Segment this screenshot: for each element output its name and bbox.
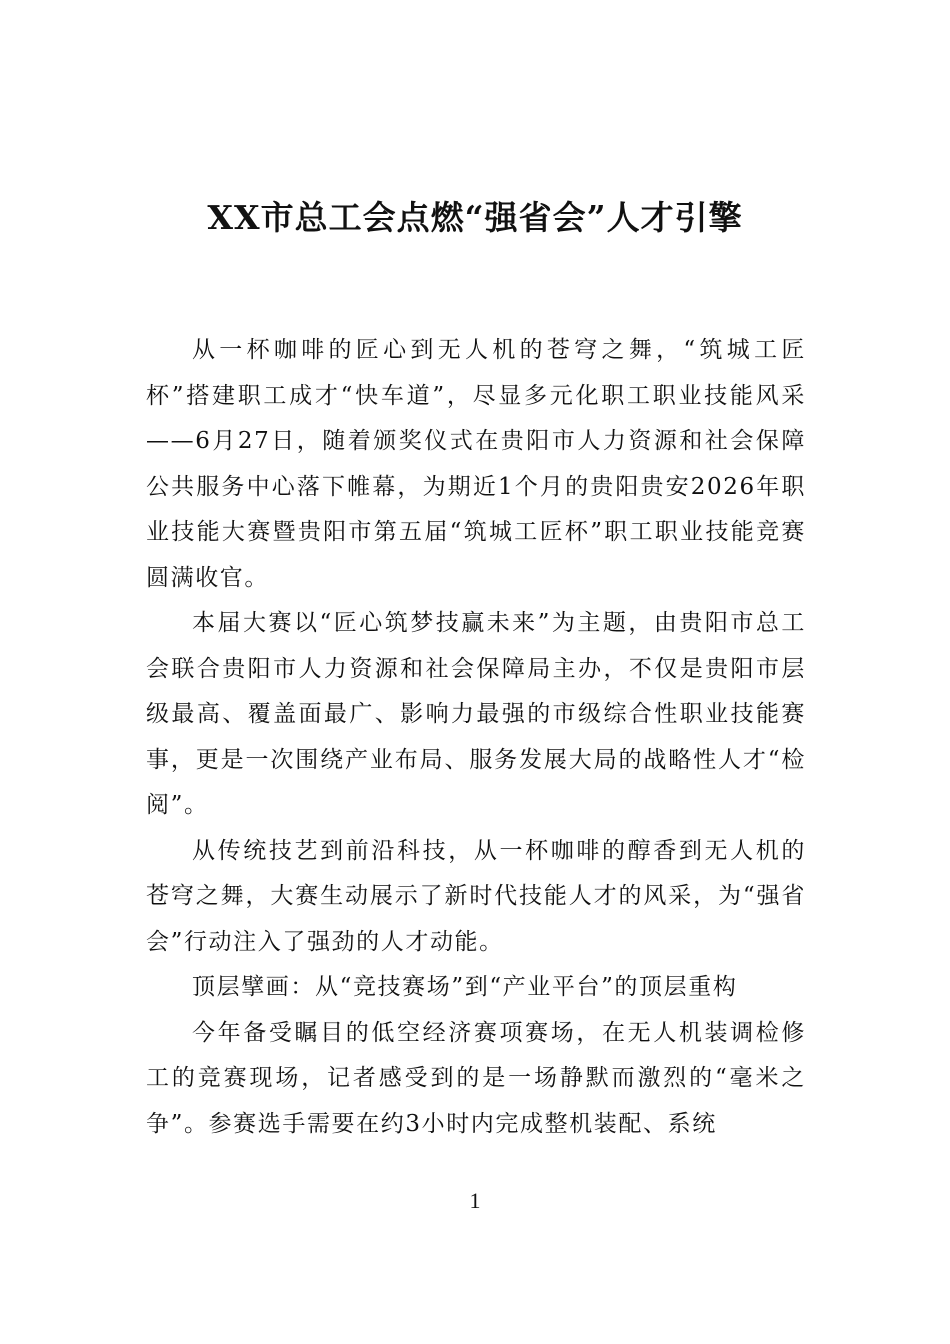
paragraph-4: 今年备受瞩目的低空经济赛项赛场，在无人机装调检修工的竞赛现场，记者感受到的是一场静默而激烈的“毫米之争”。参赛选手需要在约3小时内完成整机装配、系统 (146, 1019, 806, 1137)
paragraph-2: 本届大赛以“匠心筑梦技赢未来”为主题，由贵阳市总工会联合贵阳市人力资源和社会保障局主办，不仅是贵阳市层级最高、覆盖面最广、影响力最强的市级综合性职业技能赛事，更是一次围绕产业布局、服务发展大局的战略性人才“检阅”。 (146, 610, 806, 818)
document-title: XX市总工会点燃“强省会”人才引擎 (207, 198, 743, 237)
section-heading: 顶层擘画：从“竞技赛场”到“产业平台”的顶层重构 (192, 974, 738, 1000)
paragraph-1: 从一杯咖啡的匠心到无人机的苍穹之舞，“筑城工匠杯”搭建职工成才“快车道”，尽显多元化职工职业技能风采——6月27日，随着颁奖仪式在贵阳市人力资源和社会保障公共服务中心落下帷幕，为期近1个月的贵阳贵安2026年职业技能大赛暨贵阳市第五届“筑城工匠杯”职工职业技能竞赛圆满收官。 (146, 337, 806, 591)
page-number: 1 (469, 1188, 481, 1213)
document-body (146, 328, 806, 1147)
paragraph-3: 从传统技艺到前沿科技，从一杯咖啡的醇香到无人机的苍穹之舞，大赛生动展示了新时代技能人才的风采，为“强省会”行动注入了强劲的人才动能。 (146, 837, 806, 955)
